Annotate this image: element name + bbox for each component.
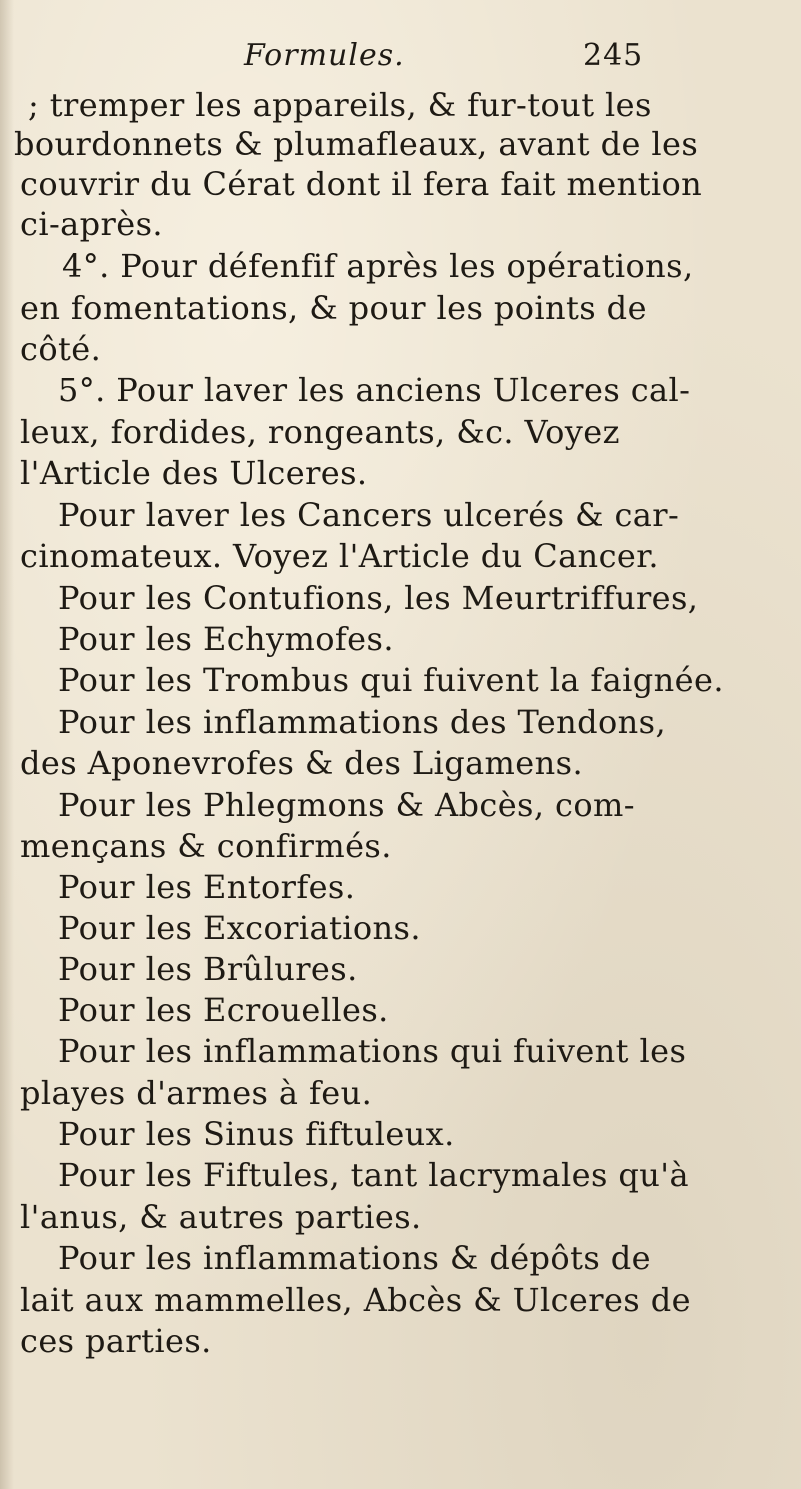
text-line: bourdonnets & plumafleaux, avant de les [14, 125, 699, 163]
page-header [0, 38, 801, 78]
text-line: Pour les Phlegmons & Abcès, com- [58, 786, 635, 824]
page-number: 245 [583, 38, 644, 73]
text-line: Pour laver les Cancers ulcerés & car- [58, 496, 680, 534]
text-line: ; tremper les appareils, & fur-tout les [28, 86, 652, 124]
text-line: 4°. Pour défenfif après les opérations, [62, 247, 694, 285]
text-line: Pour les Brûlures. [58, 950, 358, 988]
text-line: côté. [20, 330, 102, 368]
text-line: ci-après. [20, 205, 163, 243]
text-line: Pour les Sinus fiftuleux. [58, 1115, 455, 1153]
running-title: Formules. [244, 38, 405, 73]
text-line: leux, fordides, rongeants, &c. Voyez [20, 413, 620, 451]
text-line: Pour les Fiftules, tant lacrymales qu'à [58, 1156, 689, 1194]
text-line: Pour les Trombus qui fuivent la faignée. [58, 661, 724, 699]
text-line: l'anus, & autres parties. [20, 1198, 422, 1236]
text-line: lait aux mammelles, Abcès & Ulceres de [20, 1281, 691, 1319]
text-line: playes d'armes à feu. [20, 1074, 373, 1112]
text-line: Pour les Echymofes. [58, 620, 394, 658]
text-line: 5°. Pour laver les anciens Ulceres cal- [58, 371, 691, 409]
text-line: Pour les Contufions, les Meurtriffures, [58, 579, 699, 617]
text-line: Pour les inflammations qui fuivent les [58, 1032, 687, 1070]
text-line: cinomateux. Voyez l'Article du Cancer. [20, 537, 659, 575]
text-line: couvrir du Cérat dont il fera fait mention [20, 165, 703, 203]
text-line: Pour les Entorfes. [58, 868, 356, 906]
text-line: Pour les Excoriations. [58, 909, 421, 947]
text-line: des Aponevrofes & des Ligamens. [20, 744, 584, 782]
text-line: Pour les inflammations & dépôts de [58, 1239, 651, 1277]
page-gutter-shadow [0, 0, 14, 1489]
text-line: Pour les Ecrouelles. [58, 991, 389, 1029]
text-line: l'Article des Ulceres. [20, 454, 368, 492]
text-line: mençans & confirmés. [20, 827, 392, 865]
text-line: ces parties. [20, 1322, 212, 1360]
text-line: en fomentations, & pour les points de [20, 289, 647, 327]
text-line: Pour les inflammations des Tendons, [58, 703, 667, 741]
